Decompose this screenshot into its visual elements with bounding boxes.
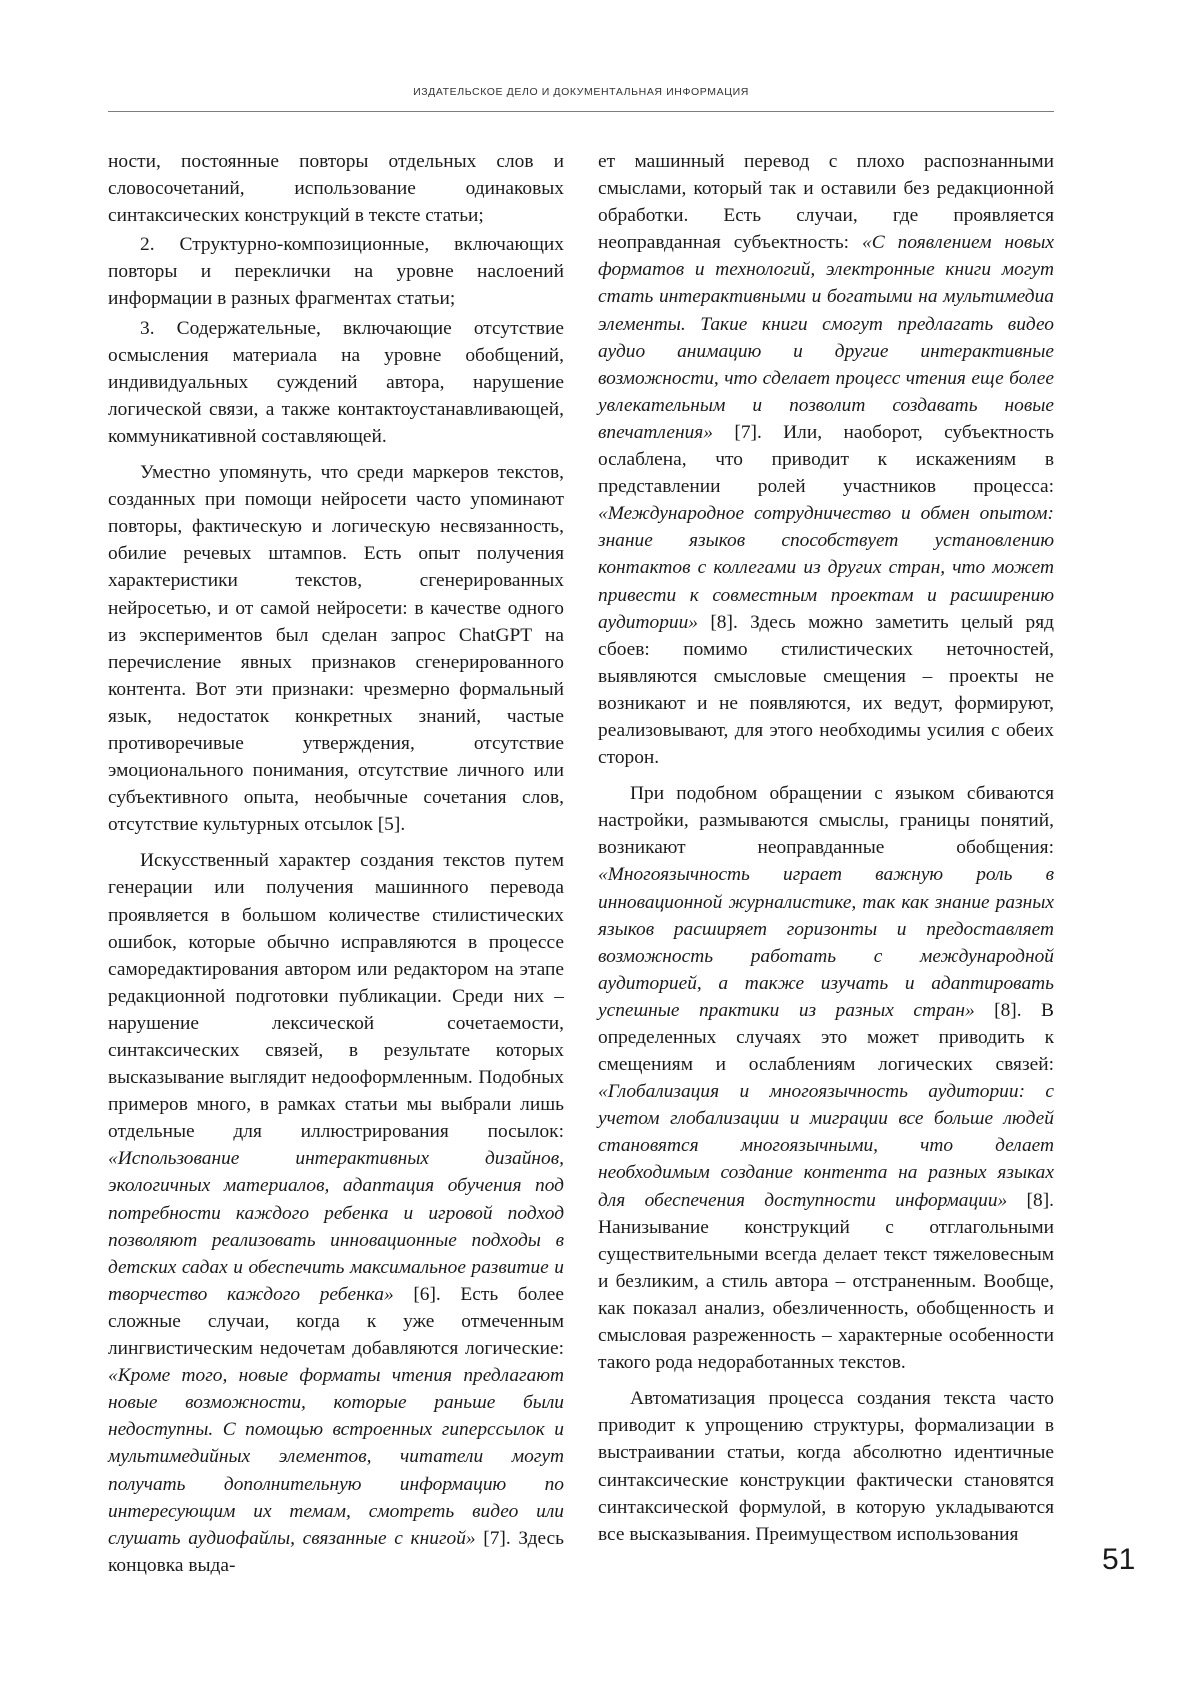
text-segment: [7]. Здесь концовка выда-	[108, 1527, 564, 1576]
quotation: «Международное сотрудничество и обмен опытом: знание языков способствует установлению контактов с коллегами из других стран, что может привести к совместным проектам и расширению аудитории»	[598, 503, 1054, 633]
quotation: «Кроме того, новые форматы чтения предлагают новые возможности, которые раньше были недоступны. С помощью встроенных гиперссылок и мультимедийных элементов, читатели могут получать дополнительную информацию по интересующим их темам, смотреть видео или слушать аудиофайлы, связанные с книгой»	[108, 1365, 564, 1549]
left-paragraph-5	[108, 847, 564, 1579]
text-segment: ет машинный перевод с плохо распознанными смыслами, который так и оставили без редакционной обработки. Есть случаи, где проявляется неоправданная субъектность:	[598, 151, 1054, 254]
quotation: «Использование интерактивных дизайнов, экологичных материалов, адаптация обучения под потребности каждого ребенка и игровой подход позволяют реализовать инновационные подходы в детских садах и обеспечить максимальное развитие и творчество каждого ребенка»	[108, 1148, 564, 1305]
text-segment: [8]. Нанизывание конструкций с отглагольными существительными всегда делает текст тяжеловесным и безликим, а стиль автора – отстраненным. Вообще, как показал анализ, обезличенность, обобщенность и смысловая разреженность – характерные особенности такого рода недоработанных текстов.	[598, 1189, 1054, 1374]
left-paragraph-4: Уместно упомянуть, что среди маркеров текстов, созданных при помощи нейросети часто упоминают повторы, фактическую и логическую несвязанность, обилие речевых штампов. Есть опыт получения характеристики текстов, сгенерированных нейросетью, и от самой нейросети: в качестве одного из экспериментов был сделан запрос ChatGPT на перечисление явных признаков сгенерированного контента. Вот эти признаки: чрезмерно формальный язык, недостаток конкретных знаний, частые противоречивые утверждения, отсутствие эмоционального понимания, отсутствие личного или субъективного опыта, необычные сочетания слов, отсутствие культурных отсылок [5].	[108, 462, 564, 836]
page-number: 51	[1102, 1543, 1136, 1576]
text-segment: [6]. Есть более сложные случаи, когда к уже отмеченным лингвистическим недочетам добавляются логические:	[108, 1283, 564, 1360]
right-column	[598, 148, 1054, 1548]
right-paragraph-2	[598, 780, 1054, 1376]
quotation: «Многоязычность играет важную роль в инновационной журналистике, так как знание разных языков расширяет горизонты и предоставляет возможность работать с международной аудиторией, а также изучать и адаптировать успешные практики из разных стран»	[598, 864, 1054, 1021]
left-paragraph-1: ности, постоянные повторы отдельных слов и словосочетаний, использование одинаковых синтаксических конструкций в тексте статьи;	[108, 151, 564, 227]
left-paragraph-2: 2. Структурно-композиционные, включающих повторы и переклички на уровне наслоений информации в разных фрагментах статьи;	[108, 234, 564, 310]
quotation: «Глобализация и многоязычность аудитории: с учетом глобализации и миграции все больше людей становятся многоязычными, что делает необходимым создание контента на разных языках для обеспечения доступности информации»	[598, 1081, 1054, 1211]
text-segment: [7]. Или, наоборот, субъектность ослаблена, что приводит к искажениям в представлении ролей участников процесса:	[598, 421, 1054, 498]
text-segment: При подобном обращении с языком сбиваются настройки, размываются смыслы, границы понятий, возникают неоправданные обобщения:	[598, 783, 1054, 859]
right-paragraph-3: Автоматизация процесса создания текста часто приводит к упрощению структуры, формализации в выстраивании статьи, когда абсолютно идентичные синтаксические конструкции фактически становятся синтаксической формулой, в которую укладываются все высказывания. Преимуществом использования	[598, 1388, 1054, 1545]
text-segment: Искусственный характер создания текстов путем генерации или получения машинного перевода проявляется в большом количестве стилистических ошибок, которые обычно исправляются в процессе саморедактирования автором или редактором на этапе редакционной подготовки публикации. Среди них – нарушение лексической сочетаемости, синтаксических связей, в результате которых высказывание выглядит недооформленным. Подобных примеров много, в рамках статьи мы выбрали лишь отдельные для иллюстрирования посылок:	[108, 850, 564, 1143]
running-header: ИЗДАТЕЛЬСКОЕ ДЕЛО И ДОКУМЕНТАЛЬНАЯ ИНФОРМАЦИЯ	[413, 86, 749, 98]
header-rule	[108, 111, 1054, 112]
right-paragraph-1	[598, 148, 1054, 771]
text-segment: [8]. Здесь можно заметить целый ряд сбоев: помимо стилистических неточностей, выявляются смысловые смещения – проекты не возникают и не появляются, их ведут, формируют, реализовывают, для этого необходимы усилия с обеих сторон.	[598, 611, 1054, 769]
left-paragraph-3: 3. Содержательные, включающие отсутствие осмысления материала на уровне обобщений, индивидуальных суждений автора, нарушение логической связи, а также контактоустанавливающей, коммуникативной составляющей.	[108, 317, 564, 447]
text-segment: [8]. В определенных случаях это может приводить к смещениям и ослаблениям логических связей:	[598, 999, 1054, 1076]
left-column	[108, 148, 564, 1579]
quotation: «С появлением новых форматов и технологий, электронные книги могут стать интерактивными и богатыми на мультимедиа элементы. Такие книги смогут предлагать видео аудио анимацию и другие интерактивные возможности, что сделает процесс чтения еще более увлекательным и позволит создавать новые впечатления»	[598, 232, 1054, 443]
